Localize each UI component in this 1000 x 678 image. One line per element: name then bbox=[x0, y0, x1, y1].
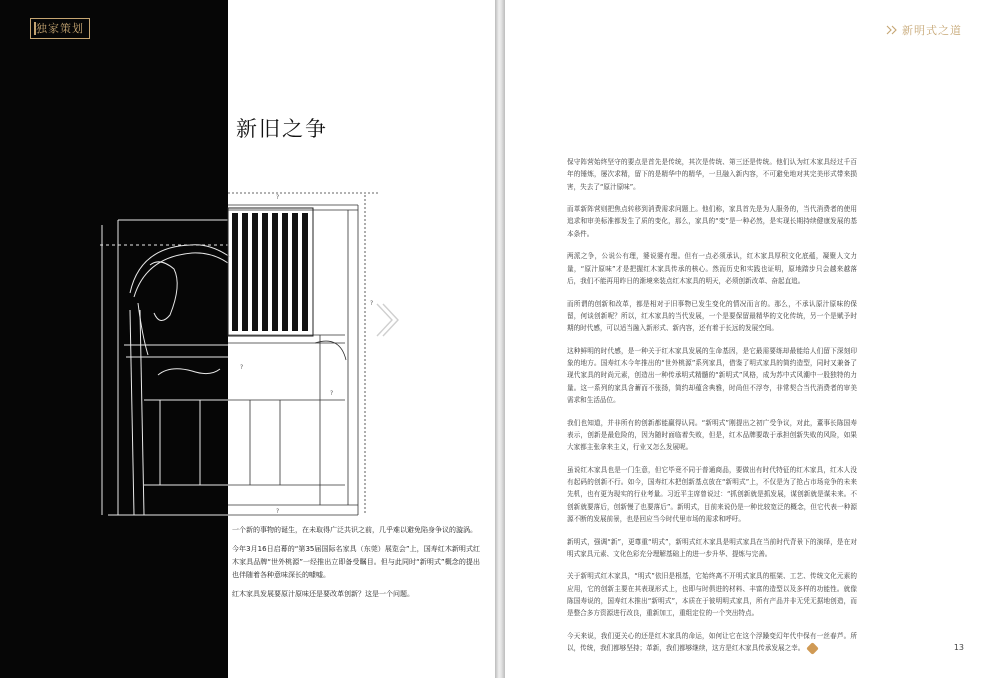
paragraph: 红木家具发展要原汁原味还是要改革创新？这是一个问题。 bbox=[232, 590, 414, 598]
left-page bbox=[0, 0, 495, 678]
left-body-text bbox=[232, 524, 480, 607]
paragraph: 一个新的事物的诞生，在未取得广泛共识之前，几乎难以避免陷身争议的漩涡。 bbox=[232, 526, 477, 534]
right-body-text bbox=[567, 156, 857, 665]
paragraph: 新明式，强调“新”，更尊重“明式”，新明式红木家具是明式家具在当前时代背景下的演绎，是在对明式家具元素、文化色彩充分理解基础上的进一步升华、提炼与完善。 bbox=[567, 537, 857, 558]
double-chevron-icon bbox=[886, 25, 898, 35]
paragraph: 而所谓的创新和改革，都是相对于旧事物已发生变化的情况而言的。那么，不承认原汁原味的保留，何谈创新呢？所以，红木家具的当代发展，一个是要保留最精华的文化传统，另一个是赋予时期的时代感，可以适当融入新形式、新内容，还有着于长远的发展空间。 bbox=[567, 299, 857, 333]
paragraph: 今年3月16日启幕的“第35届国际名家具（东莞）展览会”上，国寿红木新明式红木家具品牌“世外桃源”一经推出立即备受瞩目。但与此同时“新明式”概念的提出也伴随着各种意味深长的噱嘘。 bbox=[232, 545, 480, 579]
paragraph: 这种鲜明的时代感，是一种关于红木家具发展的生命基因，是它最需要练却最能给人们留下深刻印象的地方。国寿红木今年推出的“世外桃源”系列家具，借鉴了明式家具的简约造型，同时又兼备了现代家具的时尚元素，创造出一种传承明式精髓的“新明式”风格，成为苏中式风潮中一股独特的力量。这一系列的家具含蓄而不张扬，简约却蕴含典雅，时尚但不浮夸，非常契合当代消费者的审美需求和生活品位。 bbox=[567, 346, 857, 404]
paragraph-last bbox=[567, 630, 857, 655]
paragraph: 我们也知道，并非所有的创新都能赢得认同。“新明式”刚提出之初广受争议，对此，董事长陈国寿表示，创新是最危险的，因为随时面临着失败，但是，红木品牌要敢于承担创新失败的风险，如果大家都主张拿来主义，行业又怎么发展呢。 bbox=[567, 418, 857, 452]
end-mark-icon bbox=[807, 642, 820, 655]
paragraph: 关于新明式红木家具，“明式”依旧是根基，它始终离不开明式家具的框架、工艺、传统文化元素的应用，它的创新主要在其表现形式上，也即与时俱进的材料、丰富的造型以及多样的功能性。就像陈国寿说的，国寿红木推出“新明式”，本质在于彼明明式家具，所有产品并非无凭无据地创造，而是整合多方资源进行改良，重新加工，重组定位的一个突出特点。 bbox=[567, 572, 857, 618]
paragraph: 保守阵营始终坚守的要点是首先是传统，其次是传统、第三还是传统。他们认为红木家具经过千百年的锤炼，屡次求精，留下的是精华中的精华，一旦融入新内容，不可避免地对其完美形式带来损害，失去了“原汁原味”。 bbox=[567, 158, 857, 191]
paragraph: 而革新阵营则把焦点转移到消费需求问题上。他们称，家具首先是为人服务的，当代消费者的使用追求和审美标准都发生了质的变化，那么，家具的“变”是一种必然，是实现长期持续健康发展的基本条件。 bbox=[567, 205, 857, 238]
svg-text:?: ? bbox=[370, 300, 374, 307]
running-header bbox=[886, 22, 962, 38]
running-header-label: 新明式之道 bbox=[902, 24, 962, 37]
chevron-right-icon[interactable] bbox=[374, 302, 400, 338]
paragraph: 虽说红木家具也是一门生意，但它毕竟不同于普通商品，要做出有时代特征的红木家具，红木人没有起码的创新不行。如今，国寿红木把创新基点放在“新明式”上，不仅是为了抢占市场竞争的未来先机，也有更为现实的行业考量。习近平主席曾说过：“抓创新就是抓发展，谋创新就是谋未来。不创新就要落后，创新慢了也要落后”。新明式，目前来说仍是一种比较宽泛的概念，但它代表一种源源不断的发展前景，也是回应当今时代里市场的需求和呼吁。 bbox=[567, 465, 857, 523]
svg-text:?: ? bbox=[276, 508, 280, 515]
paragraph-text: 今天来说，我们更关心的还是红木家具的命运，如何让它在这个浮躁变幻年代中保有一丝春芦。所以，传统，我们都够坚持；革新，我们都够继续，这方是红木家具传承发展之幸。 bbox=[567, 631, 857, 653]
section-tag: 独家策划 bbox=[30, 18, 90, 39]
page-title: 新旧之争 bbox=[236, 117, 328, 141]
book-gutter bbox=[495, 0, 505, 678]
svg-text:?: ? bbox=[330, 390, 334, 397]
svg-text:?: ? bbox=[240, 364, 244, 371]
svg-text:?: ? bbox=[276, 194, 280, 201]
paragraph: 两派之争，公说公有理，婆说婆有理。但有一点必须承认，红木家具厚积文化底蕴，凝聚人文力量，“原汁原味”才是把握红木家具传承的核心。然而历史和实践也证明，原地踏步只会越来越落后，我们不能再用昨日的渐境来装点红木家具的明天，必须创新改革、奋起直追。 bbox=[567, 252, 857, 285]
page-number: 13 bbox=[953, 643, 964, 652]
chair-technical-drawing bbox=[100, 185, 395, 520]
